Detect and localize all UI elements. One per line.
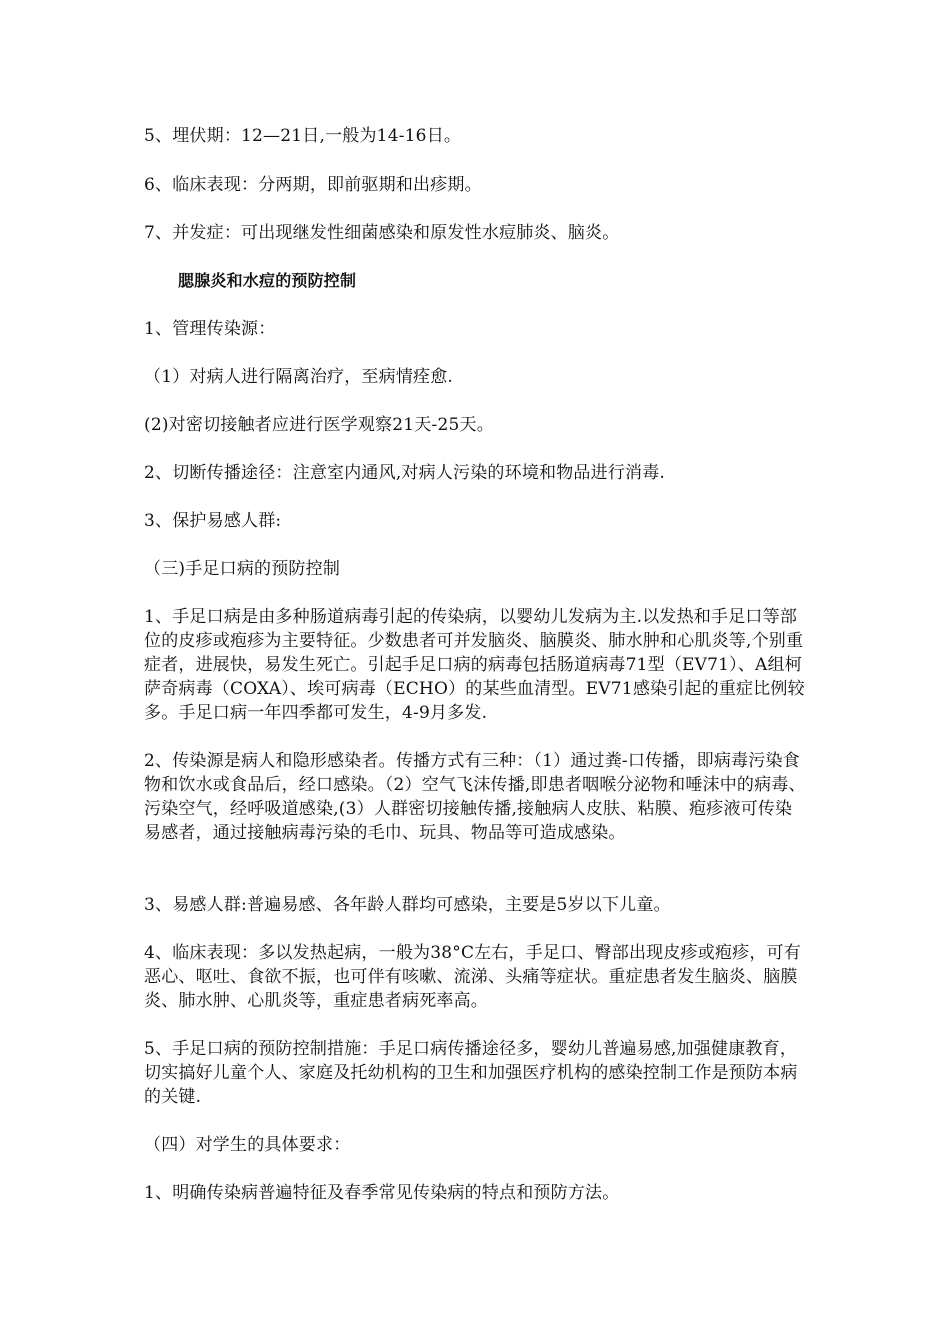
section-heading: 腮腺炎和水痘的预防控制: [178, 271, 357, 290]
paragraph-incubation-period: 5、埋伏期：12—21日,一般为14-16日。: [144, 126, 462, 146]
subheading-hfmd: （三)手足口病的预防控制: [144, 559, 341, 579]
paragraph-hfmd-prevention: 5、手足口病的预防控制措施：手足口病传播途径多，婴幼儿普遍易感,加强健康教育，切实搞好儿童个人、家庭及托幼机构的卫生和加强医疗机构的感染控制工作是预防本病的关键.: [144, 1039, 798, 1107]
paragraph-complications: 7、并发症：可出现继发性细菌感染和原发性水痘肺炎、脑炎。: [144, 223, 620, 243]
paragraph-protect-susceptible: 3、保护易感人群:: [144, 511, 282, 531]
paragraph-isolation: （1）对病人进行隔离治疗，至病情痊愈.: [144, 367, 454, 387]
paragraph-requirement-1: 1、明确传染病普遍特征及春季常见传染病的特点和预防方法。: [144, 1183, 620, 1203]
paragraph-clinical-manifestation: 6、临床表现：分两期，即前驱期和出疹期。: [144, 175, 482, 195]
paragraph-hfmd-overview: 1、手足口病是由多种肠道病毒引起的传染病，以婴幼儿发病为主.以发热和手足口等部位的皮疹或疱疹为主要特征。少数患者可并发脑炎、脑膜炎、肺水肿和心肌炎等,个别重症者，进展快，易发生死亡。引起手足口病的病毒包括肠道病毒71型（EV71）、A组柯萨奇病毒（COXA）、埃可病毒（ECHO）的某些血清型。EV71感染引起的重症比例较多。手足口病一年四季都可发生，4-9月多发.: [144, 607, 805, 723]
subheading-student-requirements: （四）对学生的具体要求：: [144, 1135, 351, 1155]
paragraph-hfmd-transmission: 2、传染源是病人和隐形感染者。传播方式有三种：（1）通过粪-口传播，即病毒污染食物和饮水或食品后，经口感染。（2）空气飞沫传播,即患者咽喉分泌物和唾沫中的病毒、污染空气，经呼吸道感染,(3）人群密切接触传播,接触病人皮肤、粘膜、疱疹液可传染易感者，通过接触病毒污染的毛巾、玩具、物品等可造成感染。: [144, 751, 806, 843]
paragraph-observation: (2)对密切接触者应进行医学观察21天-25天。: [144, 415, 494, 435]
paragraph-manage-source: 1、管理传染源：: [144, 319, 276, 339]
paragraph-cut-transmission: 2、切断传播途径：注意室内通风,对病人污染的环境和物品进行消毒.: [144, 463, 666, 483]
paragraph-hfmd-clinical: 4、临床表现：多以发热起病，一般为38°C左右，手足口、臀部出现皮疹或疱疹，可有恶心、呕吐、食欲不振，也可伴有咳嗽、流涕、头痛等症状。重症患者发生脑炎、脑膜炎、肺水肿、心肌炎等，重症患者病死率高。: [144, 943, 801, 1011]
paragraph-hfmd-susceptible: 3、易感人群:普遍易感、各年龄人群均可感染，主要是5岁以下儿童。: [144, 895, 671, 915]
